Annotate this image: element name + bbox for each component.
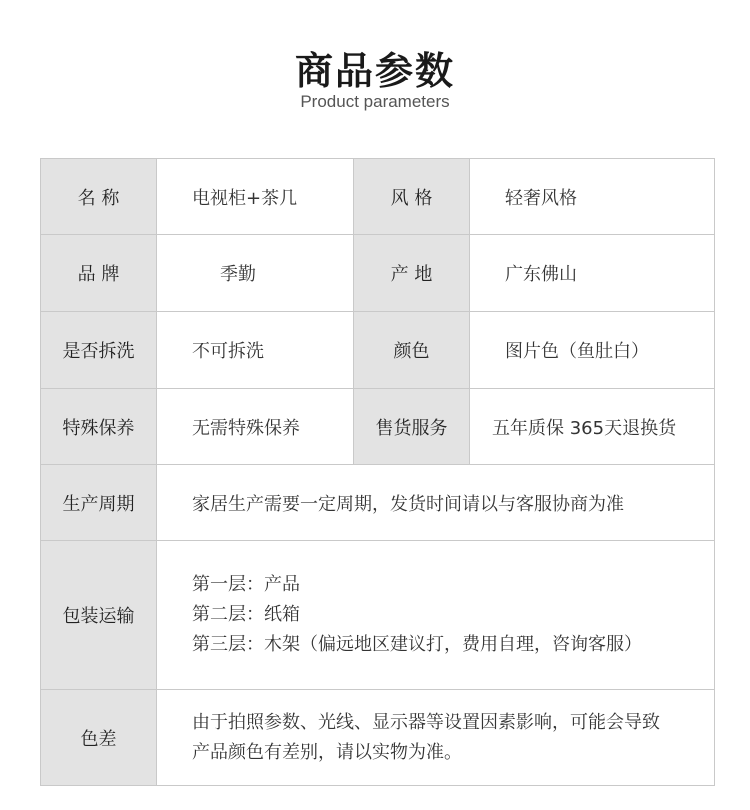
value-washable: 不可拆洗 [157,312,354,389]
label-maintenance: 特殊保养 [41,389,157,465]
value-color: 图片色（鱼肚白） [470,312,715,389]
value-origin: 广东佛山 [470,235,715,312]
label-color: 颜色 [354,312,470,389]
table-row [41,690,715,786]
value-color-difference [157,690,715,786]
label-origin: 产 地 [354,235,470,312]
value-service: 五年质保 365天退换货 [470,389,715,465]
table-row [41,541,715,690]
page-subtitle: Product parameters [300,92,450,111]
label-style: 风 格 [354,159,470,235]
label-name: 名 称 [41,159,157,235]
packaging-line: 第二层：纸箱 [192,604,300,625]
table-row [41,389,715,465]
table-row [41,235,715,312]
page-title: 商品参数 [294,48,455,93]
value-maintenance: 无需特殊保养 [157,389,354,465]
label-brand: 品 牌 [41,235,157,312]
color-difference-line: 由于拍照参数、光线、显示器等设置因素影响，可能会导致 [192,711,660,733]
value-packaging [157,541,715,690]
table-row [41,159,715,235]
value-style: 轻奢风格 [470,159,715,235]
packaging-line: 第一层：产品 [192,574,300,595]
value-name: 电视柜+茶几 [157,159,354,235]
label-packaging: 包装运输 [41,541,157,690]
label-washable: 是否拆洗 [41,312,157,389]
value-brand: 季勤 [157,235,354,312]
table-row [41,312,715,389]
color-difference-line: 产品颜色有差别，请以实物为准。 [192,741,462,763]
value-production-cycle: 家居生产需要一定周期，发货时间请以与客服协商为准 [157,465,715,541]
packaging-line: 第三层：木架（偏远地区建议打，费用自理，咨询客服） [192,634,642,655]
label-color-difference: 色差 [41,690,157,786]
label-production-cycle: 生产周期 [41,465,157,541]
label-service: 售货服务 [354,389,470,465]
parameters-table [40,158,715,786]
table-row [41,465,715,541]
